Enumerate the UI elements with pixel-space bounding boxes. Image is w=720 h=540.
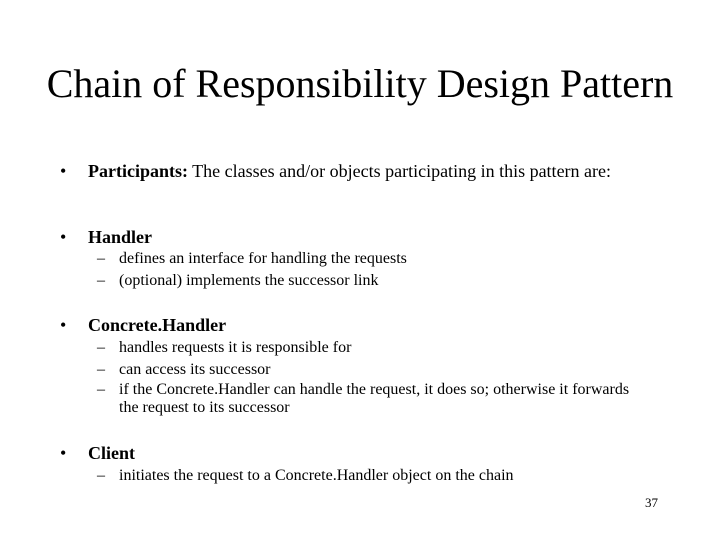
sub-marker: – (97, 339, 105, 356)
sub-marker: – (97, 467, 105, 484)
bullet-participants-body: The classes and/or objects participating in this pattern are: (187, 161, 612, 181)
bullet-handler (60, 228, 660, 246)
sub-item-client-1 (97, 467, 657, 485)
sub-marker: – (97, 361, 105, 378)
bullet-marker: • (60, 443, 67, 463)
bullet-marker: • (60, 227, 67, 247)
bullet-marker: • (60, 161, 67, 181)
bullet-concrete-handler-heading: Concrete.Handler (88, 315, 227, 335)
sub-marker: – (97, 272, 105, 289)
sub-marker: – (97, 250, 105, 267)
sub-item-concrete-handler-3 (97, 381, 637, 417)
bullet-client-text (88, 444, 660, 462)
bullet-concrete-handler (60, 316, 660, 334)
bullet-participants-text (88, 162, 660, 180)
sub-item-concrete-handler-1 (97, 339, 657, 357)
sub-marker: – (97, 381, 105, 398)
sub-item-text: defines an interface for handling the requests (119, 250, 407, 267)
sub-item-text: initiates the request to a Concrete.Handler object on the chain (119, 467, 514, 484)
sub-item-concrete-handler-2 (97, 361, 657, 379)
sub-item-text: handles requests it is responsible for (119, 339, 352, 356)
sub-item-text: (optional) implements the successor link (119, 272, 379, 289)
sub-item-handler-2 (97, 272, 657, 290)
bullet-client (60, 444, 660, 462)
bullet-marker: • (60, 315, 67, 335)
sub-item-text: if the Concrete.Handler can handle the request, it does so; otherwise it forwards the request to its successor (119, 381, 630, 416)
bullet-client-heading: Client (88, 443, 135, 463)
bullet-handler-heading: Handler (88, 227, 153, 247)
bullet-concrete-handler-text (88, 316, 660, 334)
bullet-handler-text (88, 228, 660, 246)
bullet-participants (60, 162, 660, 180)
page-number: 37 (645, 495, 658, 510)
bullet-participants-heading: Participants: (88, 161, 188, 181)
slide-title: Chain of Responsibility Design Pattern (46, 61, 674, 106)
sub-item-handler-1 (97, 250, 657, 268)
sub-item-text: can access its successor (119, 361, 271, 378)
